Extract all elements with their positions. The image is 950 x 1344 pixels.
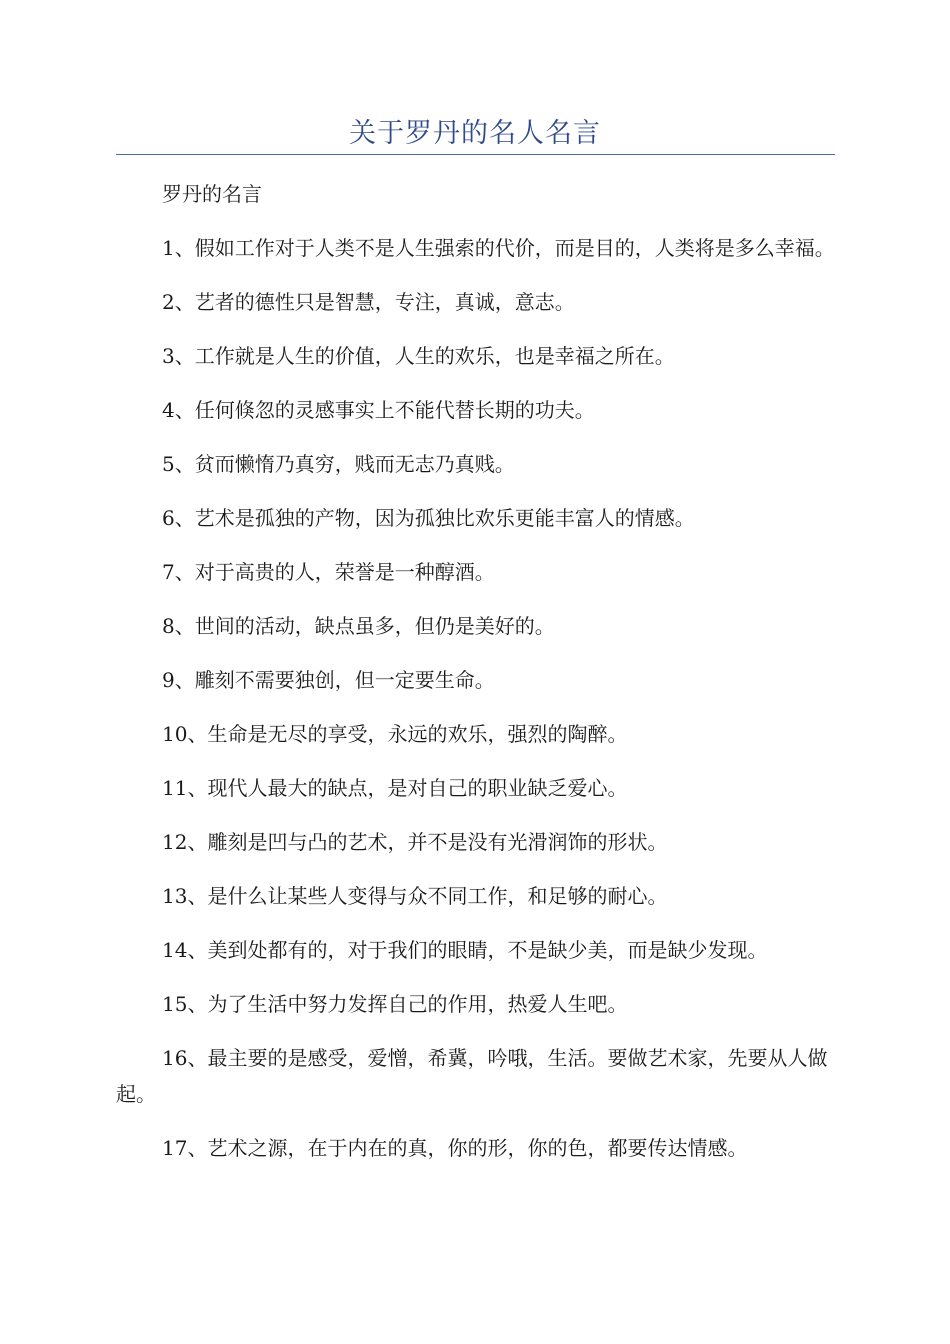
quote-paragraph: 6、艺术是孤独的产物，因为孤独比欢乐更能丰富人的情感。 [162, 506, 695, 530]
quote-paragraph: 7、对于高贵的人，荣誉是一种醇酒。 [162, 560, 495, 584]
quote-paragraph: 3、工作就是人生的价值，人生的欢乐，也是幸福之所在。 [162, 344, 675, 368]
quote-paragraph: 17、艺术之源，在于内在的真，你的形，你的色，都要传达情感。 [162, 1136, 748, 1160]
quote-paragraph: 2、艺者的德性只是智慧，专注，真诚，意志。 [162, 290, 575, 314]
page-title: 关于罗丹的名人名言 [349, 118, 601, 149]
quote-paragraph: 12、雕刻是凹与凸的艺术，并不是没有光滑润饰的形状。 [162, 830, 668, 854]
quote-paragraph: 11、现代人最大的缺点，是对自己的职业缺乏爱心。 [162, 776, 628, 800]
quote-paragraph: 16、最主要的是感受，爱憎，希冀，吟哦，生活。要做艺术家，先要从人做起。 [116, 1046, 828, 1106]
quote-paragraph: 14、美到处都有的，对于我们的眼睛，不是缺少美，而是缺少发现。 [162, 938, 768, 962]
document-body [116, 176, 835, 1184]
quote-paragraph: 15、为了生活中努力发挥自己的作用，热爱人生吧。 [162, 992, 628, 1016]
quote-paragraph: 9、雕刻不需要独创，但一定要生命。 [162, 668, 495, 692]
quote-paragraph: 10、生命是无尽的享受，永远的欢乐，强烈的陶醉。 [162, 722, 628, 746]
quote-paragraph: 5、贫而懒惰乃真穷，贱而无志乃真贱。 [162, 452, 515, 476]
section-heading: 罗丹的名言 [162, 182, 262, 206]
quote-paragraph: 8、世间的活动，缺点虽多，但仍是美好的。 [162, 614, 555, 638]
quote-paragraph: 13、是什么让某些人变得与众不同工作，和足够的耐心。 [162, 884, 668, 908]
quote-paragraph: 1、假如工作对于人类不是人生强索的代价，而是目的，人类将是多么幸福。 [162, 236, 835, 260]
quote-paragraph: 4、任何倏忽的灵感事实上不能代替长期的功夫。 [162, 398, 595, 422]
title-underline [116, 154, 835, 155]
